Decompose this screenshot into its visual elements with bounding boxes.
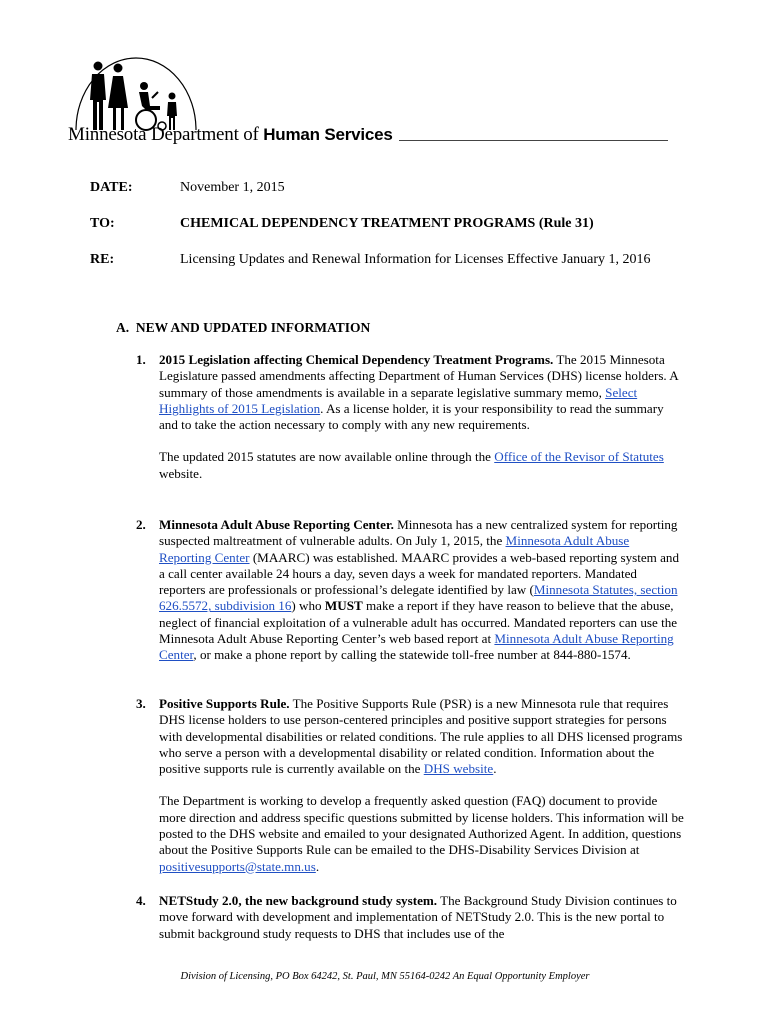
- item-2-heading: Minnesota Adult Abuse Reporting Center.: [159, 517, 394, 532]
- item-1-paragraph-2: The updated 2015 statutes are now available online through the Office of the Revisor of Statutes website.: [159, 449, 664, 481]
- statute-626-5572-link[interactable]: Minnesota Statutes, section 626.5572, subdivision 16: [159, 582, 678, 614]
- item-number: 3.: [136, 696, 146, 711]
- date-value: November 1, 2015: [180, 180, 285, 195]
- item-3-paragraph-1: Positive Supports Rule. The Positive Supports Rule (PSR) is a new Minnesota rule that requires DHS license holders to use person-centered principles and positive support strategies for persons with developmental disabilities or related conditions. The rule applies to all DHS licensed programs who serve a person with a developmental disability or related condition. Information about the positive supports rule is currently available on the DHS website.: [159, 696, 683, 777]
- organization-header: [68, 124, 668, 146]
- maarc-link[interactable]: Minnesota Adult Abuse Reporting Center: [159, 533, 630, 565]
- dhs-logo-icon: [68, 52, 198, 134]
- dhs-website-link[interactable]: DHS website: [423, 761, 494, 777]
- list-item-2: [136, 517, 684, 664]
- item-number: 4.: [136, 893, 146, 908]
- item-2-paragraph: Minnesota Adult Abuse Reporting Center. Minnesota has a new centralized system for reporting suspected maltreatment of vulnerable adults. On July 1, 2015, the Minnesota Adult Abuse Reporting Center (MAARC) was established. MAARC provides a web-based reporting system and a call center available 24 hours a day, seven days a week for mandated reporters. Mandated reporters are professionals or professional’s delegate identified by law (Minnesota Statutes, section 626.5572, subdivision 16) who MUST make a report if they have reason to believe that the abuse, neglect of financial exploitation of a vulnerable adult has occurred. Mandated reporters can use the Minnesota Adult Abuse Reporting Center’s web based report at Minnesota Adult Abuse Reporting Center, or make a phone report by calling the statewide toll-free number at 844-880-1574.: [159, 517, 680, 663]
- legislation-highlights-link[interactable]: Select Highlights of 2015 Legislation: [159, 384, 638, 416]
- page-footer: Division of Licensing, PO Box 64242, St. Paul, MN 55164-0242 An Equal Opportunity Employer: [180, 971, 590, 982]
- item-1-paragraph-1: 2015 Legislation affecting Chemical Dependency Treatment Programs. The 2015 Minnesota Legislature passed amendments affecting Department of Human Services (DHS) license holders. A summary of those amendments is available in a separate legislative summary memo, Select Highlights of 2015 Legislation. As a license holder, it is your responsibility to read the summary and to take the action necessary to comply with any new requirements.: [159, 352, 678, 433]
- revisor-of-statutes-link[interactable]: Office of the Revisor of Statutes: [494, 449, 664, 465]
- list-item-1: [136, 352, 684, 482]
- item-3-heading: Positive Supports Rule.: [159, 696, 290, 711]
- list-item-3: [136, 696, 684, 875]
- item-number: 2.: [136, 517, 146, 532]
- header-rule: [399, 140, 668, 141]
- re-label: RE:: [90, 252, 115, 267]
- item-number: 1.: [136, 352, 146, 367]
- positive-supports-email-link[interactable]: positivesupports@state.mn.us: [159, 858, 316, 874]
- re-value: Licensing Updates and Renewal Information for Licenses Effective January 1, 2016: [180, 252, 651, 267]
- to-value: CHEMICAL DEPENDENCY TREATMENT PROGRAMS (Rule 31): [180, 216, 594, 231]
- maarc-report-link[interactable]: Minnesota Adult Abuse Reporting Center: [159, 631, 674, 663]
- item-4-heading: NETStudy 2.0, the new background study system.: [159, 893, 438, 908]
- section-a-title: A. NEW AND UPDATED INFORMATION: [116, 320, 371, 335]
- organization-name: Minnesota Department of Human Services: [68, 124, 393, 145]
- item-1-heading: 2015 Legislation affecting Chemical Dependency Treatment Programs.: [159, 352, 554, 367]
- item-4-paragraph: NETStudy 2.0, the new background study system. The Background Study Division continues to move forward with development and implementation of NETStudy 2.0. This is the new portal to submit background study requests to DHS that includes use of the: [159, 893, 677, 941]
- list-item-4: [136, 893, 684, 942]
- to-label: TO:: [90, 216, 115, 231]
- date-label: DATE:: [90, 180, 133, 195]
- item-3-paragraph-2: The Department is working to develop a frequently asked question (FAQ) document to provide more direction and address specific questions submitted by license holders. This information will be posted to the DHS website and emailed to your designated Authorized Agent. In addition, questions about the Positive Supports Rule can be emailed to the DHS-Disability Services Division at positivesupports@state.mn.us.: [159, 793, 684, 874]
